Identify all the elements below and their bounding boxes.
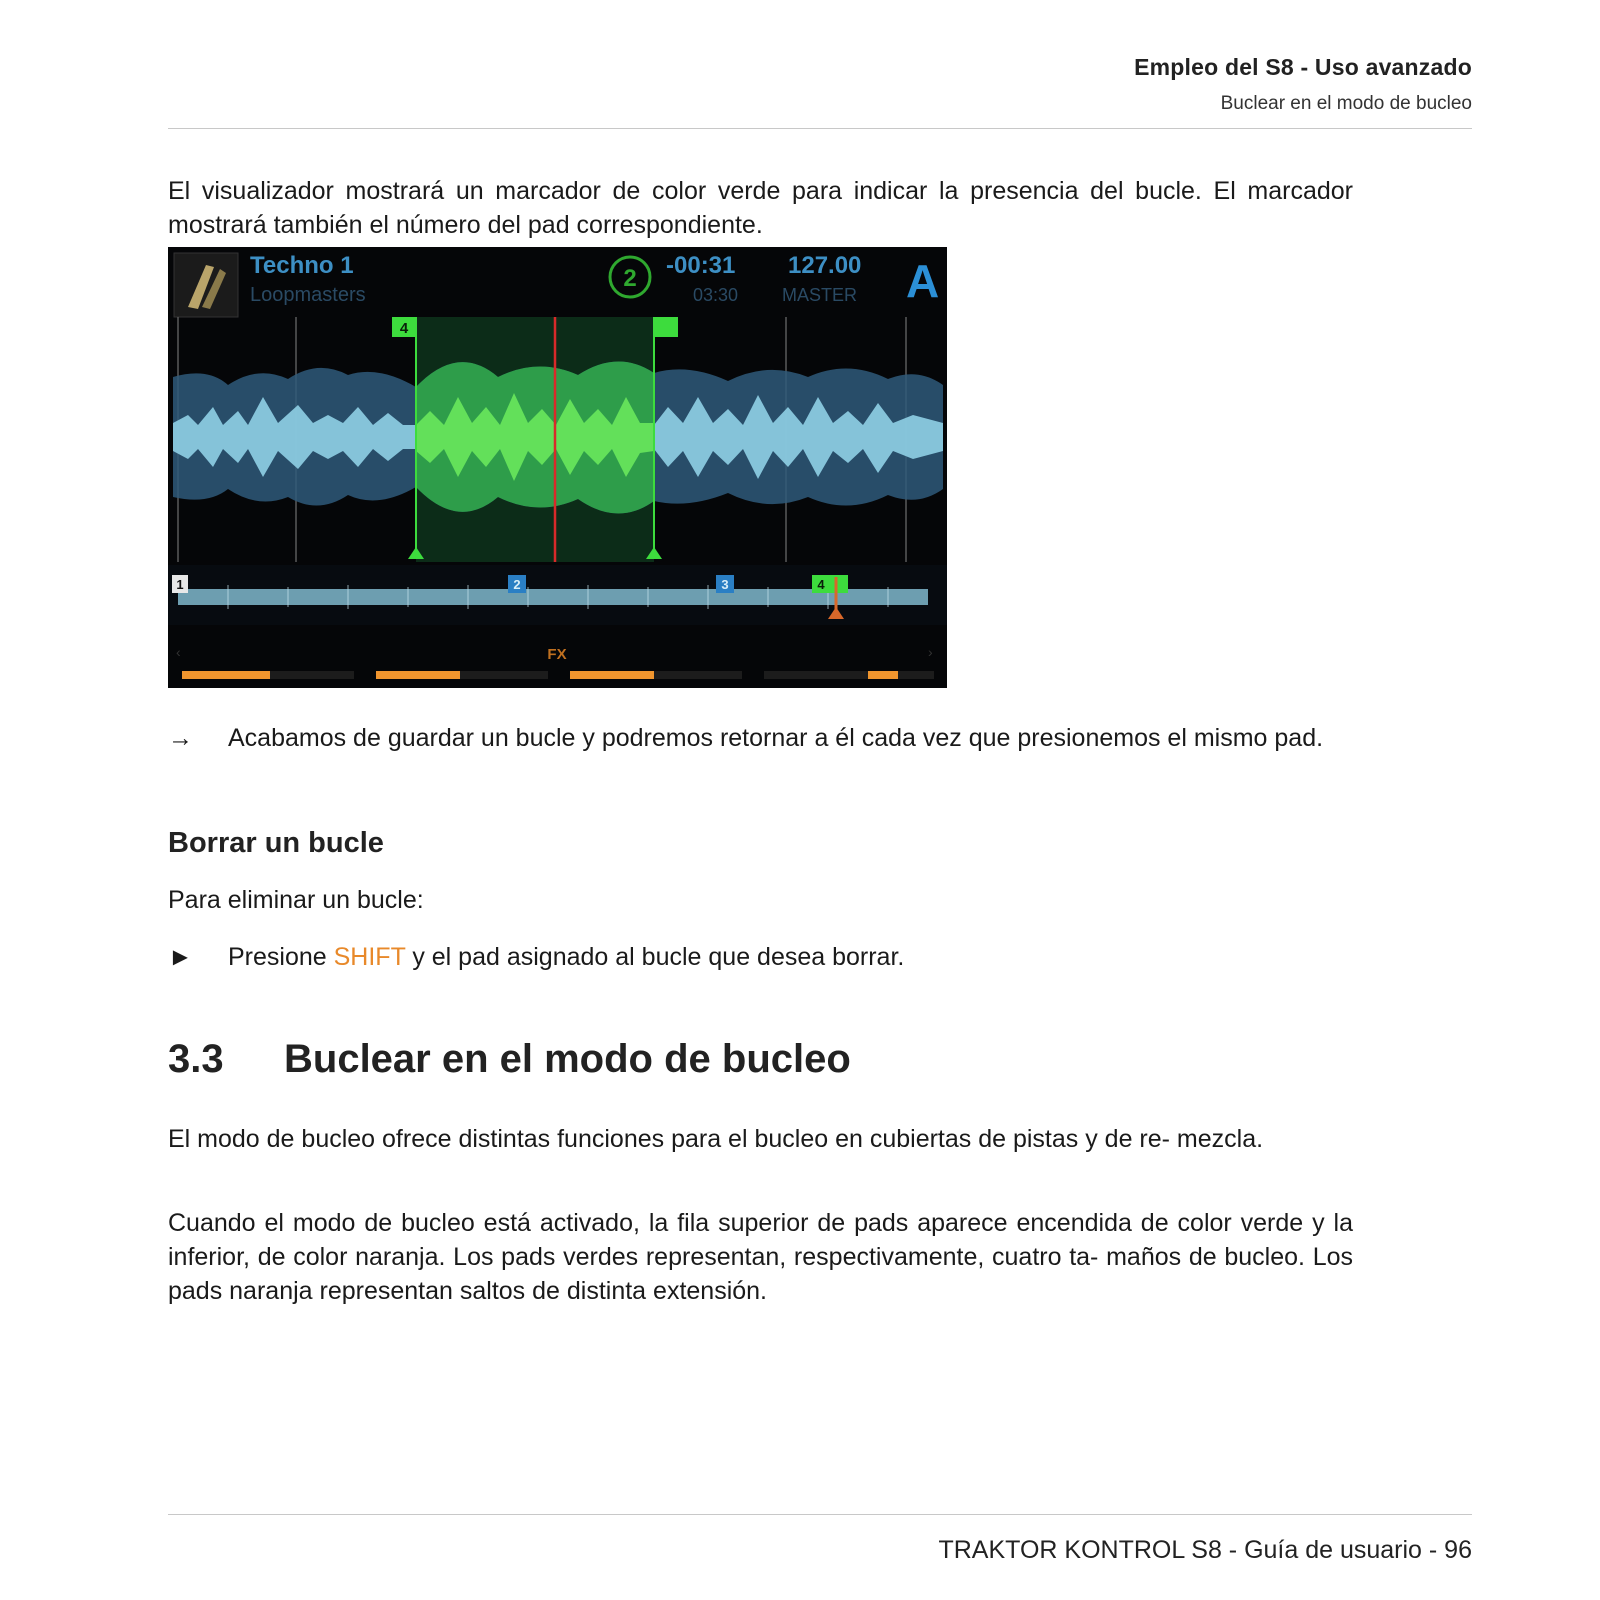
deck-display-graphic [168, 247, 947, 688]
step-text [228, 940, 1348, 974]
section-title: Buclear en el modo de bucleo [284, 1037, 851, 1081]
body-paragraph-1: El modo de bucleo ofrece distintas funciones para el bucleo en cubiertas de pistas y de re- mezcla. [168, 1125, 1264, 1153]
chapter-title: Empleo del S8 - Uso avanzado [1134, 54, 1472, 80]
shift-key-label: SHIFT [333, 943, 406, 971]
overview-cue-1 [172, 575, 188, 593]
tempo-source: MASTER [782, 285, 858, 305]
section-heading [168, 1037, 851, 1082]
fx-bar-3-fill [570, 671, 654, 679]
fx-bar-4-fill [868, 671, 898, 679]
track-artist: Loopmasters [250, 284, 366, 306]
fx-bar-2-fill [376, 671, 460, 679]
overview-cue-3 [716, 575, 734, 593]
subheading-intro: Para eliminar un bucle: [168, 886, 424, 914]
overview-cue-2 [508, 575, 526, 593]
footer-divider [168, 1514, 1472, 1515]
svg-text:4: 4 [817, 577, 825, 592]
step-text-before: Presione [228, 943, 334, 971]
step-text-after: y el pad asignado al bucle que desea borrar. [405, 943, 905, 971]
page-header [168, 50, 1472, 129]
track-title: Techno 1 [250, 252, 354, 279]
step-bullet-icon: ► [168, 943, 193, 971]
time-remaining: -00:31 [666, 252, 736, 279]
body-paragraph-2: Cuando el modo de bucleo está activado, la fila superior de pads aparece encendida de color verde y la inferior, de color naranja. Los pads verdes representan, respectivamente, cuatro ta- maños de bucleo. Los pads naranja representan saltos de distinta extensión. [168, 1209, 1353, 1305]
page-footer: TRAKTOR KONTROL S8 - Guía de usuario - 96 [938, 1536, 1472, 1564]
loop-marker-number: 4 [399, 320, 409, 337]
deck-number: 2 [623, 265, 637, 292]
deck-letter: A [906, 255, 940, 307]
intro-paragraph: El visualizador mostrará un marcador de color verde para indicar la presencia del bucle. El marcador mostrará también el número del pad correspondiente. [168, 177, 1353, 239]
subheading: Borrar un bucle [168, 827, 384, 859]
overview-cue-4 [812, 575, 848, 593]
result-text: Acabamos de guardar un bucle y podremos retornar a él cada vez que presionemos el mismo pad. [228, 724, 1324, 752]
deck-cover-icon [174, 253, 238, 317]
bpm-readout: 127.00 [788, 252, 862, 279]
svg-text:2: 2 [513, 577, 521, 592]
track-length: 03:30 [693, 285, 739, 305]
svg-text:1: 1 [176, 577, 184, 592]
result-arrow-icon: → [168, 724, 193, 752]
fx-label: FX [547, 646, 567, 663]
deck-display-screenshot [168, 247, 947, 688]
svg-text:3: 3 [721, 577, 729, 592]
section-number: 3.3 [168, 1037, 224, 1081]
section-subtitle: Buclear en el modo de bucleo [1220, 93, 1472, 114]
fx-bar-1-fill [182, 671, 270, 679]
fx-prev-arrow: ‹ [176, 644, 181, 660]
fx-next-arrow: › [928, 644, 933, 660]
